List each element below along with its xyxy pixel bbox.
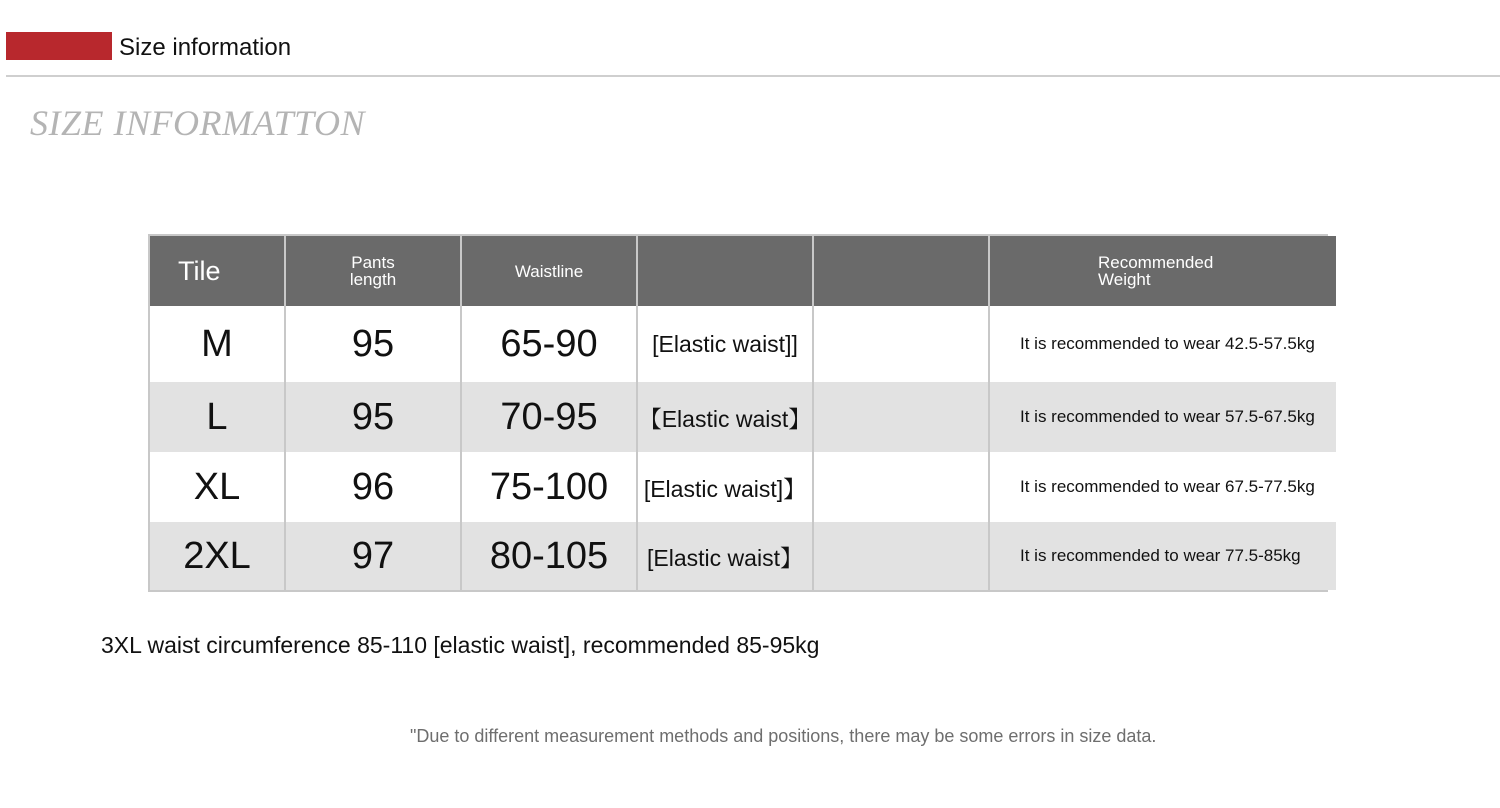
row-m-extra xyxy=(814,306,988,382)
measurement-disclaimer: "Due to different measurement methods and positions, there may be some errors in size data. xyxy=(410,726,1157,746)
row-2xl-extra xyxy=(814,522,988,590)
row-xl-size: XL xyxy=(150,452,284,522)
header-pants-length xyxy=(286,236,460,306)
header-waistline: Waistline xyxy=(462,236,636,306)
row-2xl-note: [Elastic waist】 xyxy=(638,522,812,590)
row-m-note: [Elastic waist]] xyxy=(638,306,812,382)
row-xl-waist: 75-100 xyxy=(462,452,636,522)
row-xl-length: 96 xyxy=(286,452,460,522)
row-l-recommend: It is recommended to wear 57.5-67.5kg xyxy=(990,382,1336,452)
size-footnote: 3XL waist circumference 85-110 [elastic waist], recommended 85-95kg xyxy=(101,632,820,658)
row-l-length: 95 xyxy=(286,382,460,452)
row-2xl-waist: 80-105 xyxy=(462,522,636,590)
row-l-waist: 70-95 xyxy=(462,382,636,452)
header-recommended-weight xyxy=(990,236,1336,306)
row-m-waist: 65-90 xyxy=(462,306,636,382)
header-divider xyxy=(6,75,1500,77)
row-xl-note: [Elastic waist]】 xyxy=(638,452,812,522)
row-2xl-length: 97 xyxy=(286,522,460,590)
header-blank-1 xyxy=(638,236,812,306)
row-l-note: 【Elastic waist】 xyxy=(638,382,812,452)
header-accent-bar xyxy=(6,32,112,60)
row-2xl-size: 2XL xyxy=(150,522,284,590)
section-title: Size information xyxy=(119,34,292,61)
size-table xyxy=(148,234,1328,592)
row-l-size: L xyxy=(150,382,284,452)
row-l-extra xyxy=(814,382,988,452)
header-pants-length-label: Pants length xyxy=(349,253,397,289)
row-m-size: M xyxy=(150,306,284,382)
header-blank-2 xyxy=(814,236,988,306)
row-xl-extra xyxy=(814,452,988,522)
row-m-recommend: It is recommended to wear 42.5-57.5kg xyxy=(990,306,1336,382)
row-m-length: 95 xyxy=(286,306,460,382)
header-recommended-weight-label: Recommended Weight xyxy=(1098,253,1214,289)
row-2xl-recommend: It is recommended to wear 77.5-85kg xyxy=(990,522,1336,590)
row-xl-recommend: It is recommended to wear 67.5-77.5kg xyxy=(990,452,1336,522)
section-subtitle: SIZE INFORMATTON xyxy=(30,103,366,143)
header-tile: Tile xyxy=(150,236,284,306)
